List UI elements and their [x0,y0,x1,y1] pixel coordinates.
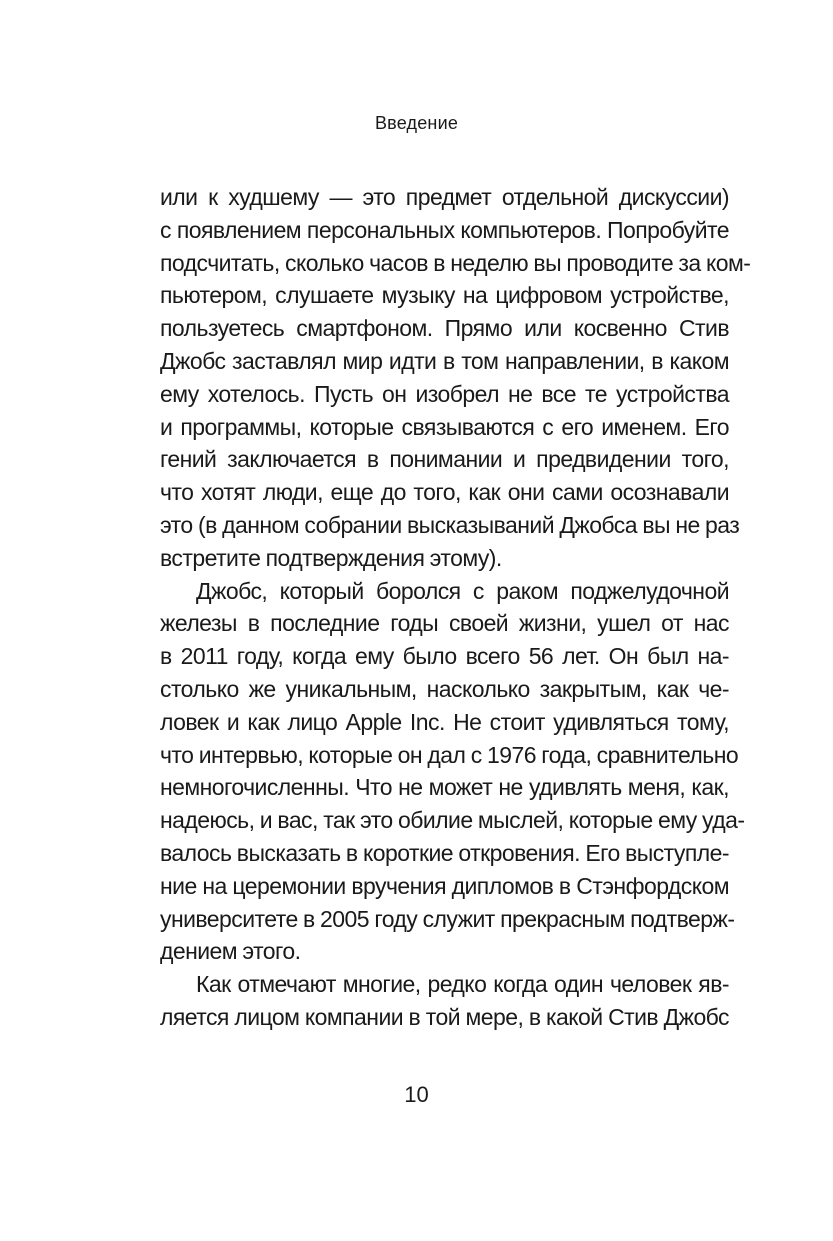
text-line: университете в 2005 году служит прекрасным подтверж- [160,905,735,932]
text-line: с появлением персональных компьютеров. Попробуйте [160,216,729,243]
text-line: столько же уникальным, насколько закрытым, как че- [160,675,729,702]
text-line: немногочисленны. Что не может не удивлять меня, как, [160,774,729,801]
text-line: гений заключается в понимании и предвидении того, [160,446,729,473]
paragraph-2 [160,575,745,969]
paragraph-3 [160,968,729,1034]
text-line: пользуетесь смартфоном. Прямо или косвенно Стив [160,315,729,342]
text-line: ему хотелось. Пусть он изобрел не все те устройства [160,380,729,407]
text-line: дением этого. [160,938,301,965]
text-line: железы в последние годы своей жизни, ушел от нас [160,610,729,637]
paragraph-1 [160,181,751,575]
text-line: подсчитать, сколько часов в неделю вы проводите за ком- [160,249,751,276]
text-line: что интервью, которые он дал с 1976 года, сравнительно [160,741,739,768]
text-line: ляется лицом компании в той мере, в какой Стив Джобс [160,1003,729,1030]
text-line: Как отмечают многие, редко когда один человек яв- [196,971,729,998]
text-line: Джобс заставлял мир идти в том направлении, в каком [160,347,729,374]
text-line: валось высказать в короткие откровения. Его выступле- [160,839,729,866]
text-line: и программы, которые связываются с его именем. Его [160,413,729,440]
text-line: пьютером, слушаете музыку на цифровом устройстве, [160,282,729,309]
text-line: ние на церемонии вручения дипломов в Стэнфордском [160,872,729,899]
running-header: Введение [374,113,459,133]
text-line: это (в данном собрании высказываний Джобса вы не раз [160,511,740,538]
text-line: встретите подтверждения этому). [160,544,502,571]
text-line: Джобс, который боролся с раком поджелудочной [196,577,729,604]
text-line: надеюсь, и вас, так это обилие мыслей, которые ему уда- [160,807,745,834]
page-number: 10 [404,1082,429,1107]
body-text [160,181,751,1034]
text-line: в 2011 году, когда ему было всего 56 лет. Он был на- [160,643,729,670]
text-line: что хотят люди, еще до того, как они сами осознавали [160,479,729,506]
text-line: или к худшему — это предмет отдельной дискуссии) [160,184,729,210]
text-line: ловек и как лицо Apple Inc. Не стоит удивляться тому, [160,708,729,735]
